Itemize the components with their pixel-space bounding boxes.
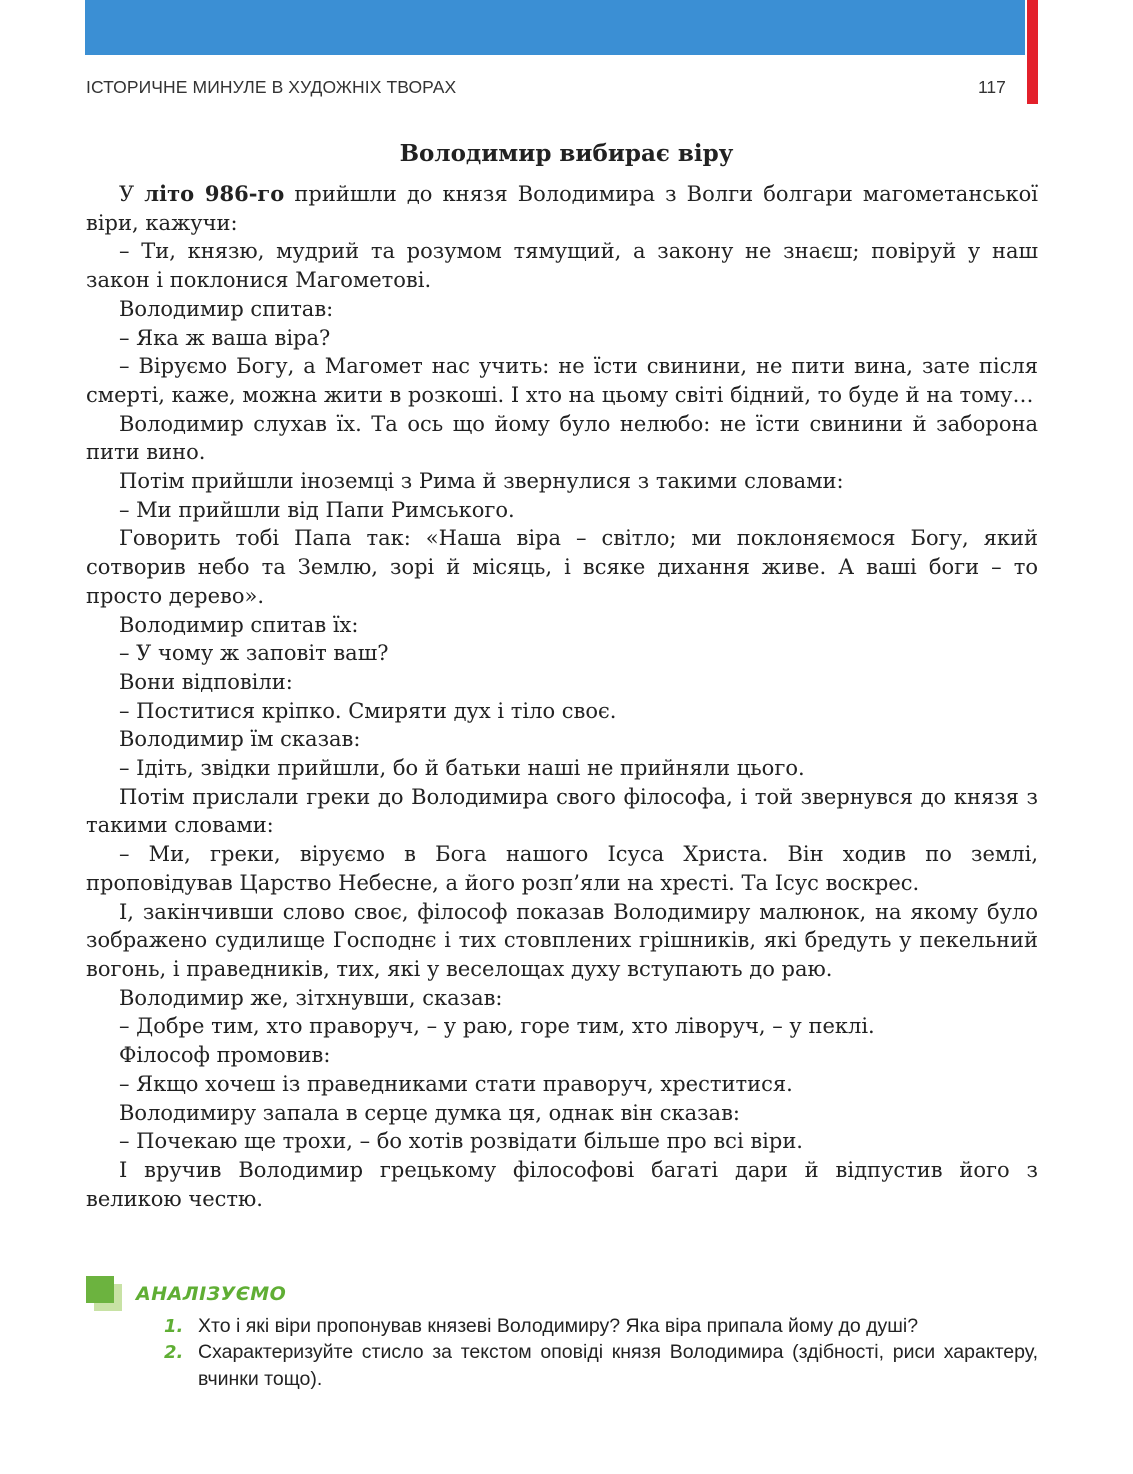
question-item <box>164 1339 1038 1393</box>
paragraph: І, закінчивши слово своє, філософ показав Володимиру малюнок, на якому було зображено судилище Господнє і тих стовплених грішників, які бредуть у пекельний вогонь, і праведників, тих, які у веселощах духу вступають до раю. <box>86 899 1038 981</box>
paragraph: – У чому ж заповіт ваш? <box>119 641 389 666</box>
paragraph: Володимир спитав: <box>119 296 334 321</box>
section-marker-icon <box>86 1276 114 1303</box>
analysis-heading: АНАЛІЗУЄМО <box>136 1283 287 1305</box>
paragraph: І вручив Володимир грецькому філософові багаті дари й відпустив його з великою честю. <box>86 1157 1038 1211</box>
page-edge-tab <box>1027 0 1038 104</box>
paragraph: Володимир спитав їх: <box>119 612 359 637</box>
question-text: Хто і які віри пропонував князеві Володимиру? Яка віра припала йому до душі? <box>198 1315 919 1337</box>
question-number: 1. <box>164 1316 184 1337</box>
paragraph: Філософ промовив: <box>119 1043 331 1068</box>
paragraph-text: У <box>119 182 145 206</box>
date-highlight: літо 986-го <box>144 181 285 206</box>
paragraph: – Поститися кріпко. Смиряти дух і тіло своє. <box>119 698 617 723</box>
question-item <box>164 1313 1038 1340</box>
paragraph: – Ми, греки, віруємо в Бога нашого Ісуса Христа. Він ходив по землі, проповідував Царство Небесне, а його розп’яли на хресті. Та Ісус воскрес. <box>86 842 1038 895</box>
question-text: Схарактеризуйте стисло за текстом оповіді князя Володимира (здібності, риси характеру, вчинки тощо). <box>198 1341 1038 1390</box>
paragraph: Володимир їм сказав: <box>119 727 361 752</box>
paragraph: Потім прислали греки до Володимира свого філософа, і той звернувся до князя з такими словами: <box>86 784 1038 838</box>
analysis-section <box>86 1276 1046 1416</box>
article-body <box>86 180 1038 1213</box>
paragraph: Говорить тобі Папа так: «Наша віра – світло; ми поклоняємося Богу, який сотворив небо та Землю, зорі й місяць, і всяке дихання живе. А ваші боги – то просто дерево». <box>86 526 1038 608</box>
paragraph: – Яка ж ваша віра? <box>119 325 331 350</box>
running-title: ІСТОРИЧНЕ МИНУЛЕ В ХУДОЖНІХ ТВОРАХ <box>86 77 457 97</box>
page-number: 117 <box>978 77 1006 97</box>
paragraph: Володимир же, зітхнувши, сказав: <box>119 985 503 1010</box>
paragraph: Володимир слухав їх. Та ось що йому було нелюбо: не їсти свинини й заборона пити вино. <box>86 411 1038 465</box>
paragraph: Потім прийшли іноземці з Рима й звернулися з такими словами: <box>119 469 844 494</box>
question-number: 2. <box>164 1342 184 1363</box>
paragraph: – Ти, князю, мудрий та розумом тямущий, а закону не знаєш; повіруй у наш закон і поклонися Магометові. <box>86 239 1038 293</box>
article-title: Володимир вибирає віру <box>399 140 734 167</box>
paragraph: – Почекаю ще трохи, – бо хотів розвідати більше про всі віри. <box>119 1129 803 1154</box>
paragraph: – Добре тим, хто праворуч, – у раю, горе тим, хто ліворуч, – у пеклі. <box>119 1014 875 1039</box>
paragraph: – Ідіть, звідки прийшли, бо й батьки наші не прийняли цього. <box>119 756 805 781</box>
paragraph: – Ми прийшли від Папи Римського. <box>119 497 515 522</box>
paragraph: – Якщо хочеш із праведниками стати праворуч, хреститися. <box>119 1071 793 1096</box>
paragraph: Вони відповіли: <box>119 669 293 694</box>
paragraph: Володимиру запала в серце думка ця, однак він сказав: <box>119 1100 740 1125</box>
paragraph-text: прийшли до князя Володимира з Волги болгари магометанської віри, кажучи: <box>86 182 1038 235</box>
paragraph: – Віруємо Богу, а Магомет нас учить: не їсти свинини, не пити вина, зате після смерті, каже, можна жити в розкоші. І хто на цьому світі бідний, то буде й на тому… <box>86 354 1038 407</box>
header-band <box>85 0 1025 55</box>
paragraph <box>86 180 1038 237</box>
